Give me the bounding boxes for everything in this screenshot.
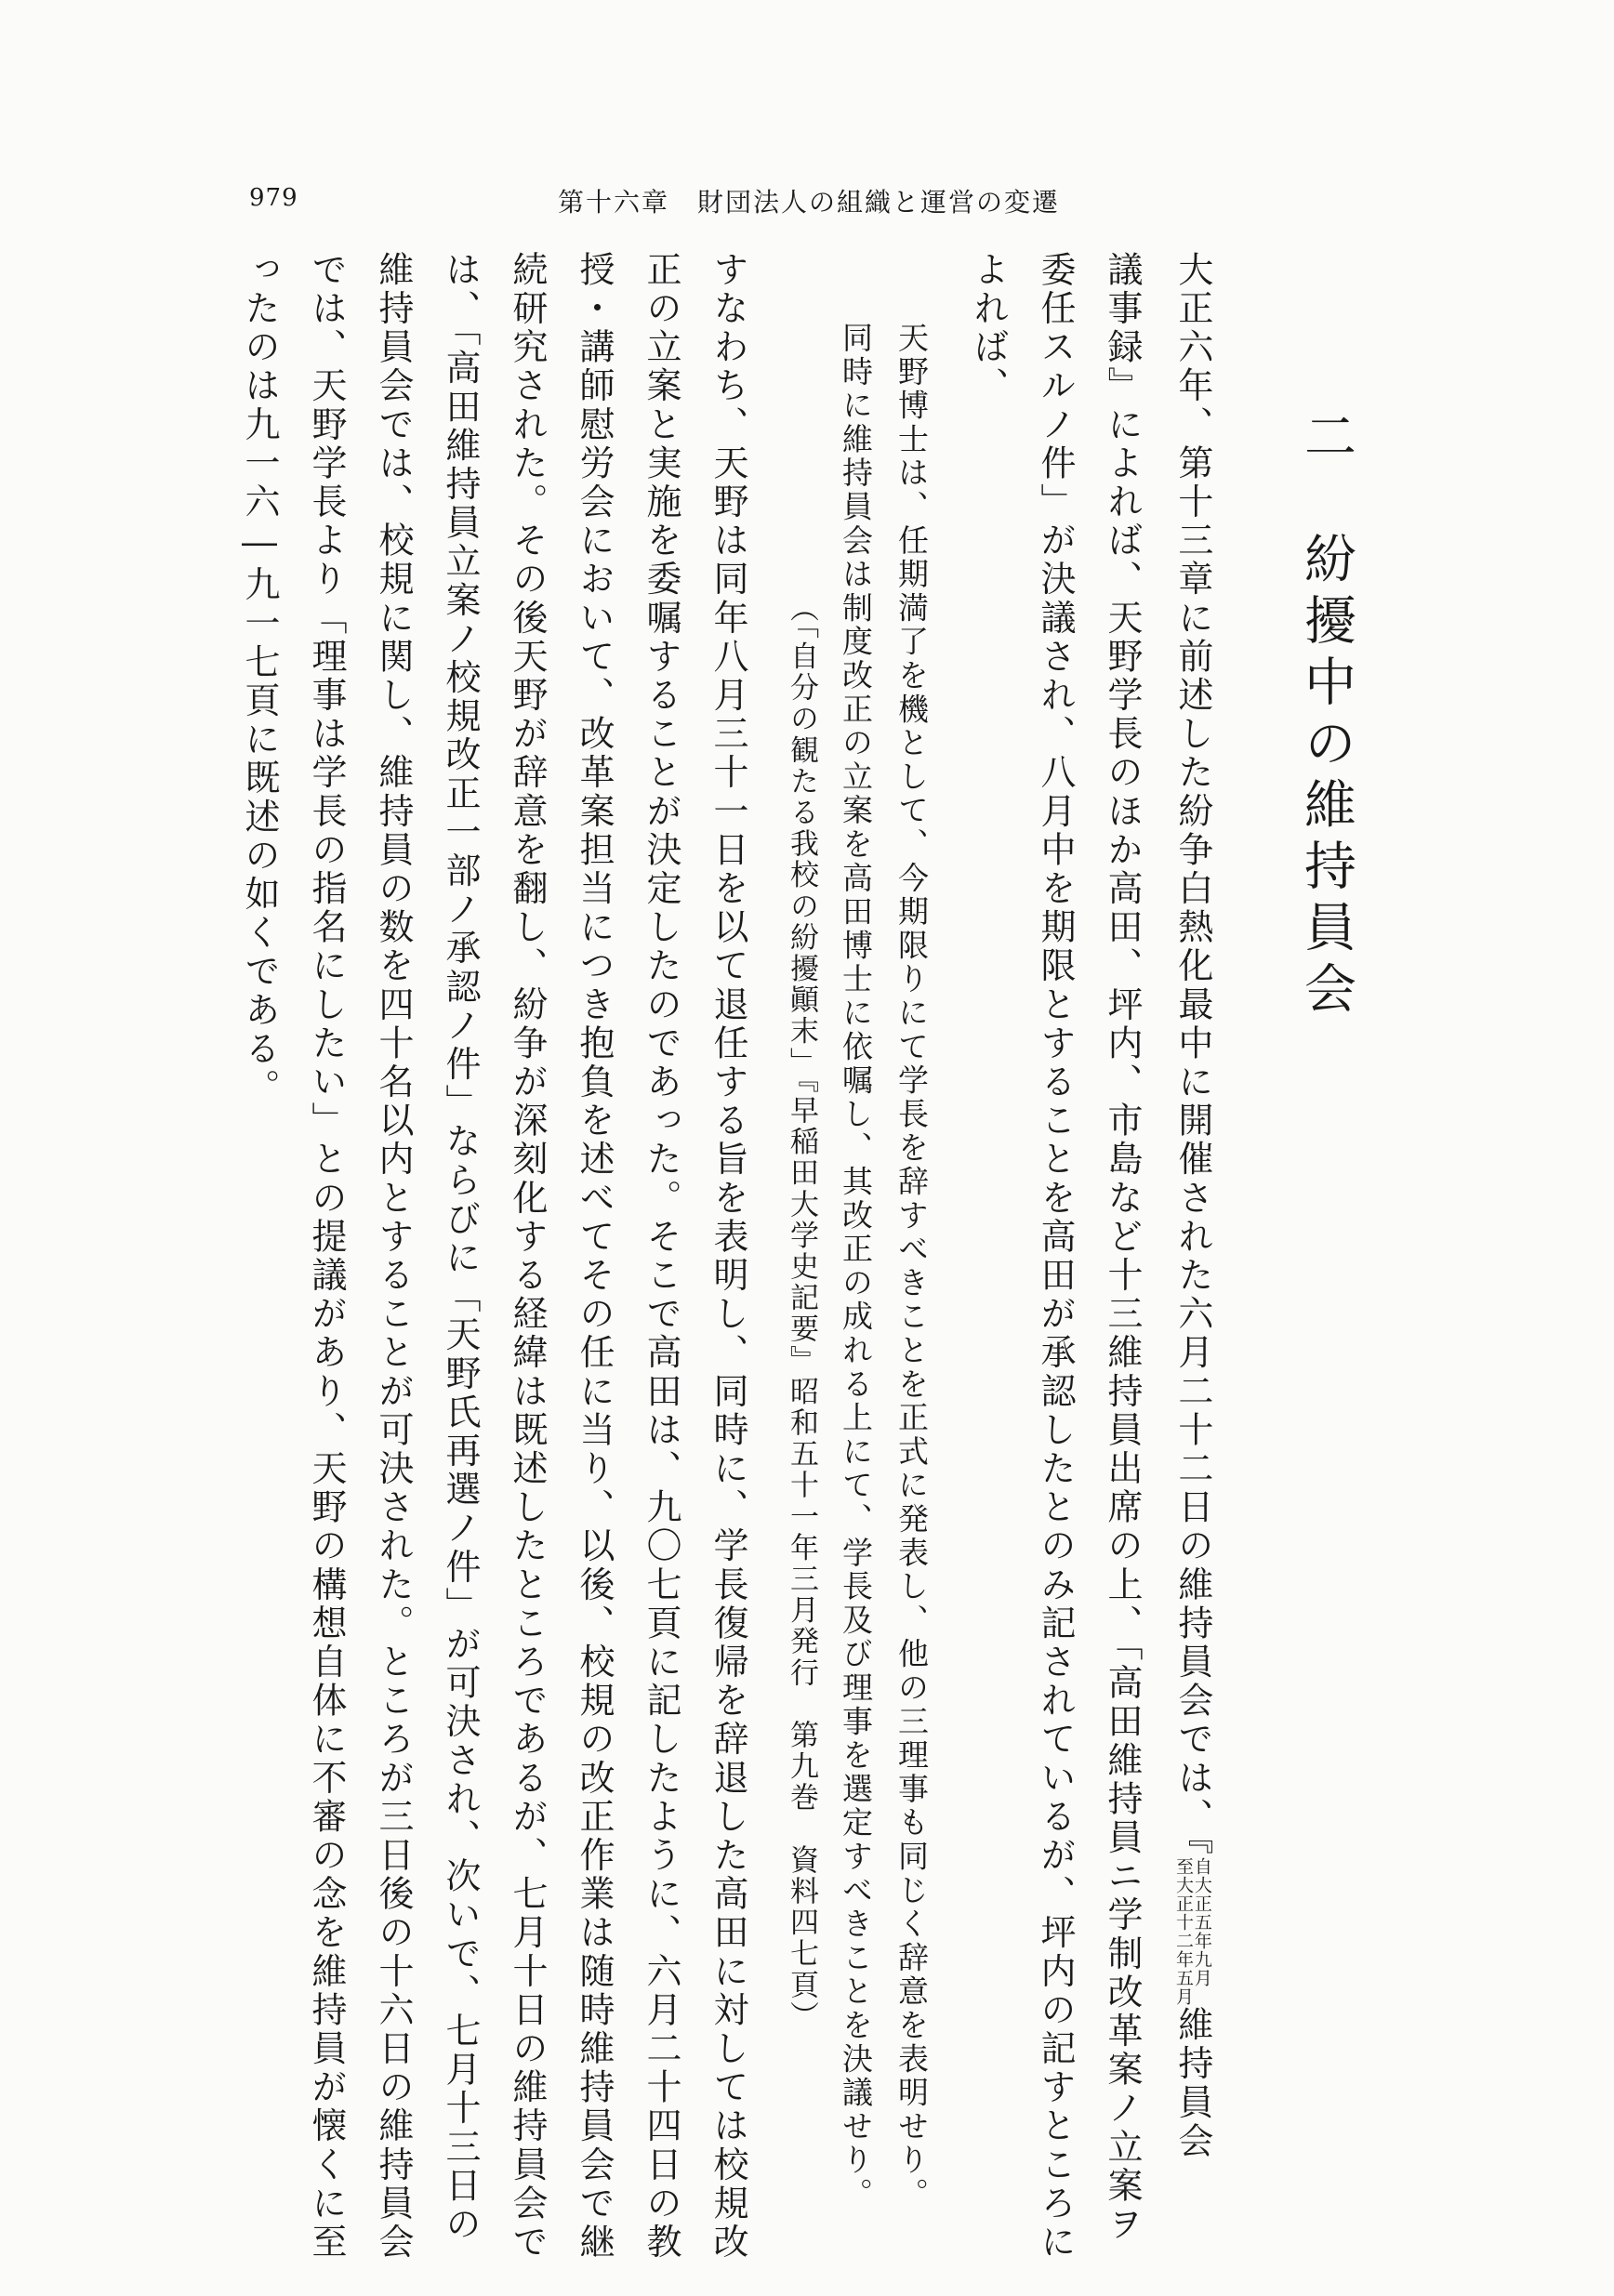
body-text: 大正六年、第十三章に前述した紛争白熱化最中に開催された六月二十二日の維持員会では、『 [1171,251,1213,1858]
body-text: 維持員会 [1171,2006,1213,2161]
note-line: 自大正五年九月 [1191,1857,1212,1988]
section-heading: 二 紛擾中の維持員会 [1296,409,1356,1023]
body-line: すなわち、天野は同年八月三十一日を以て退任する旨を表明し、同時に、学長復帰を辞退した高田に対しては校規改 [708,251,748,2263]
body-line: 委任スルノ件」が決議され、八月中を期限とすることを高田が承認したとのみ記されているが、坪内の記すところに [1035,251,1076,2263]
body-line: 正の立案と実施を委嘱することが決定したのであった。そこで高田は、九〇七頁に記したように、六月二十四日の教 [641,251,681,2263]
body-line [1171,251,1213,2161]
record-period-note [1173,1857,1210,2006]
body-line: ったのは九一六―九一七頁に既述の如くである。 [239,251,280,1108]
body-line: よれば、 [968,251,1009,406]
note-line: 至大正十二年五月 [1172,1857,1194,2007]
body-line: 授・講師慰労会において、改革案担当につき抱負を述べてその任に当り、以後、校規の改正作業は随時維持員会で継 [574,251,615,2263]
running-header: 第十六章 財団法人の組織と運営の変遷 [558,187,1061,218]
body-line: 議事録』によれば、天野学長のほか高田、坪内、市島など十三維持員出席の上、「高田維持員ニ学制改革案ノ立案ヲ [1102,251,1143,2245]
page-number: 979 [249,184,298,212]
body-line: は、「高田維持員立案ノ校規改正一部ノ承認ノ件」ならびに「天野氏再選ノ件」が可決され、次いで、七月十三日の [440,251,481,2245]
quote-line: 同時に維持員会は制度改正の立案を高田博士に依嘱し、其改正の成れる上にて、学長及び理事を選定すべきことを決議せり。 [838,322,874,2211]
body-line: 続研究された。その後天野が辞意を翻し、紛争が深刻化する経緯は既述したところであるが、七月十日の維持員会で [507,251,548,2263]
body-line: では、天野学長より「理事は学長の指名にしたい」との提議があり、天野の構想自体に不審の念を維持員が懐くに至 [306,251,347,2263]
quote-citation: （「自分の観たる我校の紛擾顚末」『早稲田大学史記要』昭和五十一年三月発行 第九巻 資料四七頁） [785,593,818,2033]
quote-line: 天野博士は、任期満了を機として、今期限りにて学長を辞すべきことを正式に発表し、他の三理事も同じく辞意を表明せり。 [893,322,930,2211]
body-line: 維持員会では、校規に関し、維持員の数を四十名以内とすることが可決された。ところが三日後の十六日の維持員会 [373,251,414,2263]
